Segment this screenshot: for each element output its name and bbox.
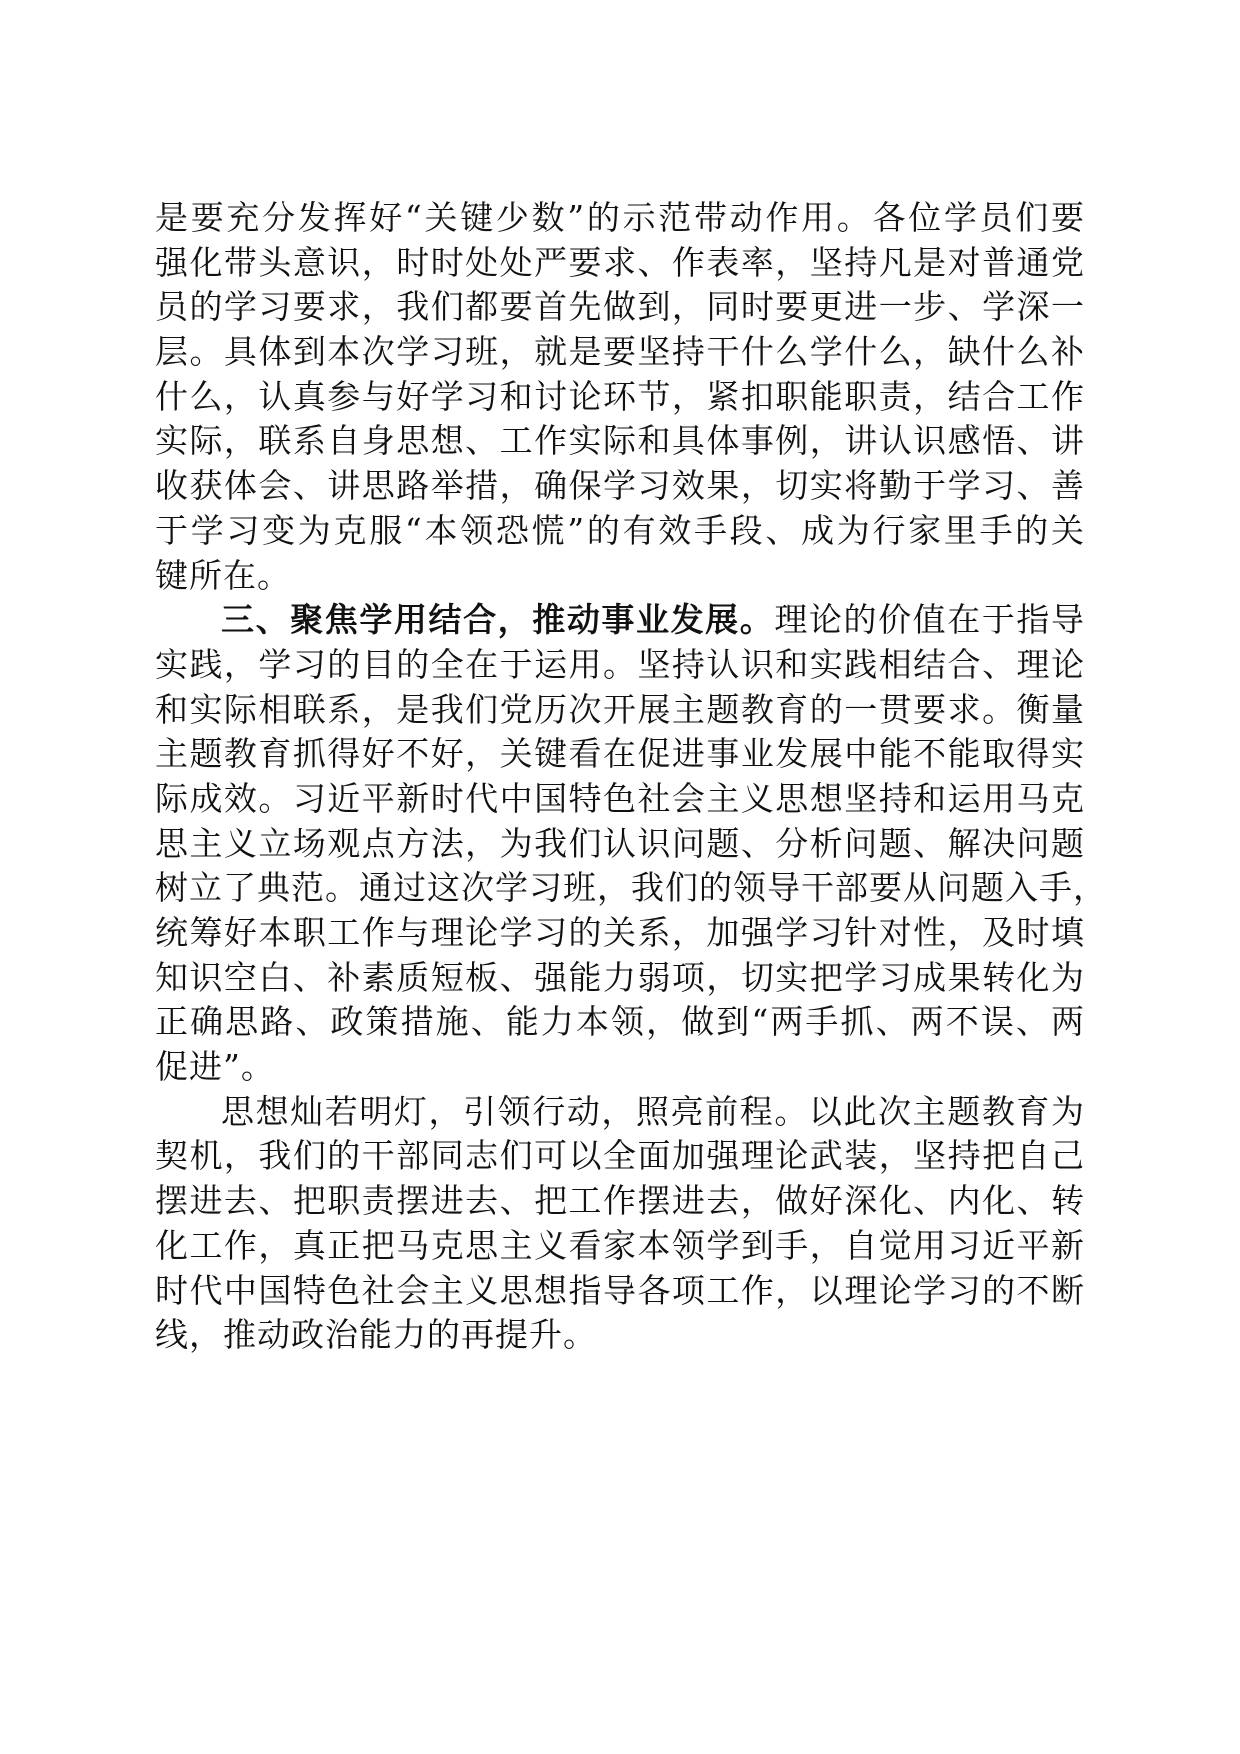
text-line: 摆进去、把职责摆进去、把工作摆进去，做好深化、内化、转 [155, 1181, 1085, 1221]
paragraph-3 [155, 1090, 1085, 1358]
text-line: 强化带头意识，时时处处严要求、作表率，坚持凡是对普通党 [155, 242, 1085, 282]
text-line: 促进”。 [155, 1047, 275, 1087]
text-line: 主题教育抓得好不好，关键看在促进事业发展中能不能取得实 [155, 734, 1085, 774]
text-line: 是要充分发挥好“关键少数”的示范带动作用。各位学员们要 [155, 198, 1085, 237]
text-line: 和实际相联系，是我们党历次开展主题教育的一贯要求。衡量 [155, 689, 1085, 729]
text-line: 正确思路、政策措施、能力本领，做到“两手抓、两不误、两 [155, 1002, 1085, 1042]
paragraph-2 [155, 598, 1107, 1090]
text-line: 员的学习要求，我们都要首先做到，同时要更进一步、学深一 [155, 287, 1085, 327]
text-line: 收获体会、讲思路举措，确保学习效果，切实将勤于学习、善 [155, 466, 1085, 506]
paragraph-1 [155, 196, 1085, 598]
text-line: 树立了典范。通过这次学习班，我们的领导干部要从问题入手， [155, 868, 1107, 908]
text-line: 知识空白、补素质短板、强能力弱项，切实把学习成果转化为 [155, 957, 1085, 997]
text-line: 键所在。 [155, 555, 291, 595]
text-line: 层。具体到本次学习班，就是要坚持干什么学什么，缺什么补 [155, 332, 1085, 372]
text-line: 统筹好本职工作与理论学习的关系，加强学习针对性，及时填 [155, 913, 1085, 952]
text-line: 际成效。习近平新时代中国特色社会主义思想坚持和运用马克 [155, 778, 1085, 818]
text-line: 化工作，真正把马克思主义看家本领学到手，自觉用习近平新 [155, 1225, 1085, 1265]
text-line [155, 598, 1085, 643]
text-line: 实际，联系自身思想、工作实际和具体事例，讲认识感悟、讲 [155, 421, 1085, 461]
heading-line-rest: 理论的价值在于指导 [774, 600, 1086, 640]
text-line: 思想灿若明灯，引领行动，照亮前程。以此次主题教育为 [221, 1091, 1085, 1131]
text-line: 于学习变为克服“本领恐慌”的有效手段、成为行家里手的关 [155, 510, 1085, 550]
text-line: 时代中国特色社会主义思想指导各项工作，以理论学习的不断 [155, 1270, 1085, 1310]
text-line: 线，推动政治能力的再提升。 [155, 1315, 597, 1355]
section-heading: 三、聚焦学用结合，推动事业发展。 [221, 600, 775, 640]
text-line: 实践，学习的目的全在于运用。坚持认识和实践相结合、理论 [155, 644, 1085, 684]
text-line: 契机，我们的干部同志们可以全面加强理论武装，坚持把自己 [155, 1136, 1085, 1176]
document-body [155, 196, 1107, 1358]
text-line: 思主义立场观点方法，为我们认识问题、分析问题、解决问题 [155, 823, 1085, 863]
text-line: 什么，认真参与好学习和讨论环节，紧扣职能职责，结合工作 [155, 376, 1085, 416]
